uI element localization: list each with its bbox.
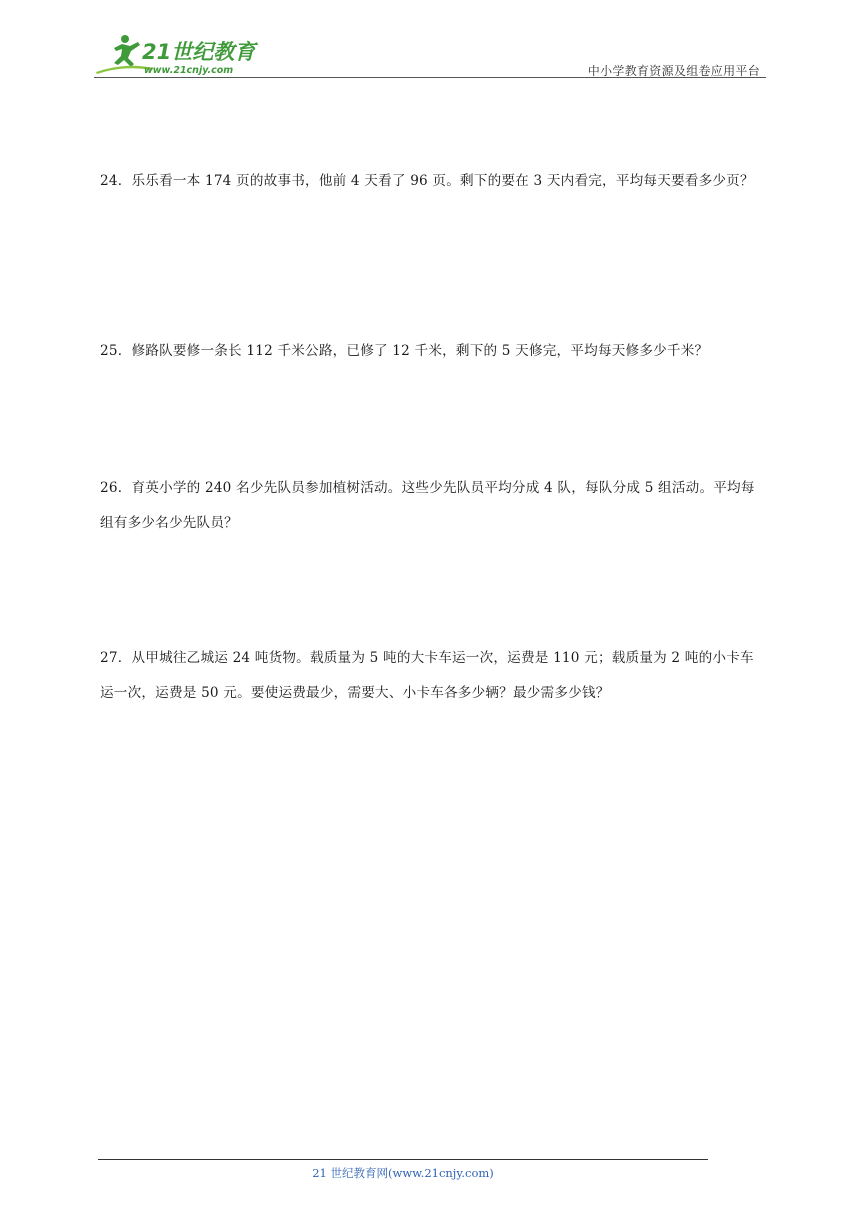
logo-text: 21世纪教育 [142, 40, 256, 64]
question-26 [100, 471, 766, 541]
question-27 [100, 641, 766, 711]
question-number: 27． [100, 650, 132, 666]
site-logo [94, 32, 264, 78]
footer-link[interactable]: 21 世纪教育网(www.21cnjy.com) [312, 1166, 494, 1180]
platform-tagline: 中小学教育资源及组卷应用平台 [587, 64, 760, 78]
logo-url-text: www.21cnjy.com [144, 65, 234, 76]
question-text: 乐乐看一本 174 页的故事书，他前 4 天看了 96 页。剩下的要在 3 天内看完，平均每天要看多少页？ [131, 173, 754, 189]
question-text: 育英小学的 240 名少先队员参加植树活动。这些少先队员平均分成 4 队，每队分成 5 组活动。平均每组有多少名少先队员？ [100, 480, 755, 531]
question-text: 修路队要修一条长 112 千米公路，已修了 12 千米，剩下的 5 天修完，平均每天修多少千米？ [131, 343, 709, 359]
footer-divider [98, 1159, 708, 1160]
question-25 [100, 334, 766, 369]
question-number: 25． [100, 343, 132, 359]
header-divider [94, 77, 766, 78]
question-number: 24． [100, 173, 132, 189]
page-header [94, 32, 766, 78]
question-number: 26． [100, 480, 132, 496]
question-24 [100, 164, 766, 199]
question-text: 从甲城往乙城运 24 吨货物。载质量为 5 吨的大卡车运一次，运费是 110 元；载质量为 2 吨的小卡车运一次，运费是 50 元。要使运费最少，需要大、小卡车各多少辆？最少需多少钱？ [100, 650, 754, 701]
